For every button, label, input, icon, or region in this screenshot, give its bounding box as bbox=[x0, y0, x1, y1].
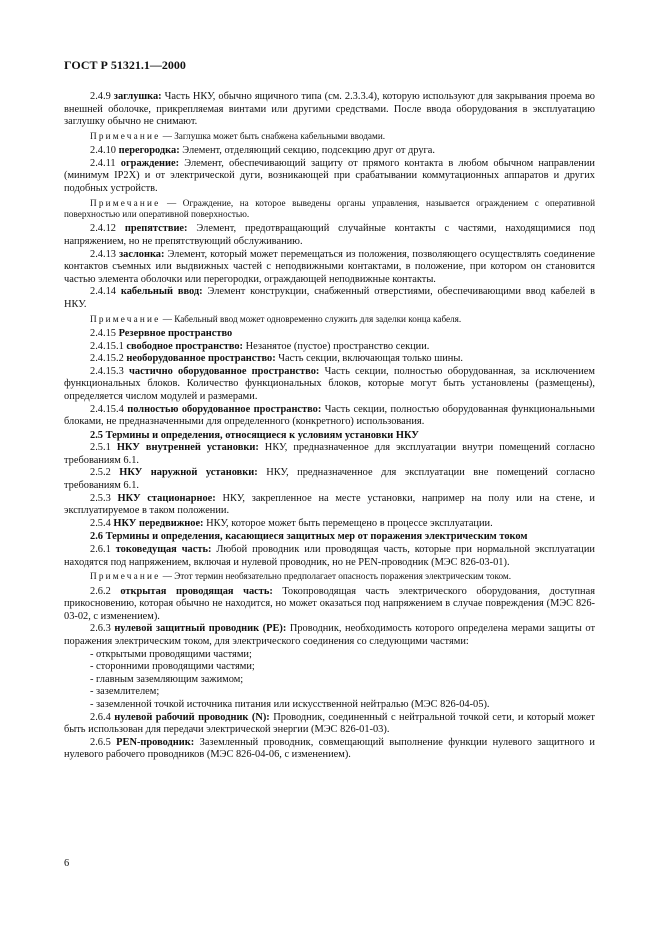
clause-number: 2.5.3 bbox=[90, 492, 111, 504]
note-label: Примечание bbox=[90, 313, 161, 324]
clause-number: 2.4.10 bbox=[90, 145, 116, 157]
clause-term: полностью оборудованное пространство: bbox=[127, 403, 322, 415]
clause-definition: НКУ, предназначенное для эксплуатации вне помещений согласно требованиям 6.1. bbox=[64, 467, 595, 492]
clause-number: 2.4.15.2 bbox=[90, 353, 124, 365]
clause-number: 2.4.15 bbox=[90, 327, 116, 339]
clause-paragraph bbox=[64, 328, 595, 341]
clause-term: нулевой защитный проводник (РЕ): bbox=[114, 623, 287, 635]
section-heading: 2.5 Термины и определения, относящиеся к условиям установки НКУ bbox=[90, 429, 419, 441]
clause-definition: Любой проводник или проводящая часть, которые при нормальной эксплуатации находятся под напряжением, включая и нулевой проводник, но не PEN-проводник (МЭС 826-03-01). bbox=[64, 544, 595, 568]
clause-definition: НКУ, закрепленное на месте установки, например на полу или на стене, и эксплуатируемое в таком положении. bbox=[64, 492, 595, 517]
clause-term: НКУ передвижное: bbox=[113, 517, 204, 529]
clause-definition: НКУ, которое может быть перемещено в процессе эксплуатации. bbox=[203, 517, 493, 529]
document-header: ГОСТ Р 51321.1—2000 bbox=[64, 58, 186, 72]
clause-number: 2.4.11 bbox=[90, 157, 116, 169]
note-label: Примечание bbox=[90, 130, 161, 141]
list-item: - сторонними проводящими частями; bbox=[90, 661, 255, 673]
clause-paragraph bbox=[64, 712, 595, 737]
clause-paragraph bbox=[64, 145, 595, 158]
note-label: Примечание bbox=[90, 197, 161, 208]
clause-term: НКУ стационарное: bbox=[117, 492, 216, 504]
note-paragraph bbox=[64, 131, 595, 142]
clause-number: 2.4.14 bbox=[90, 286, 116, 298]
clause-term: Резервное пространство bbox=[118, 327, 233, 339]
document-body bbox=[64, 91, 595, 762]
clause-number: 2.4.9 bbox=[90, 91, 111, 102]
clause-paragraph bbox=[64, 91, 595, 129]
note-text: — Заглушка может быть снабжена кабельными вводами. bbox=[160, 130, 386, 141]
clause-paragraph bbox=[64, 518, 595, 531]
clause-paragraph bbox=[64, 404, 595, 429]
note-paragraph bbox=[64, 571, 595, 582]
clause-number: 2.5.1 bbox=[90, 442, 111, 454]
clause-paragraph bbox=[64, 442, 595, 467]
clause-definition: Токопроводящая часть электрического оборудования, доступная прикосновению, которая обычно не находится, но может оказаться под напряжением в случае повреждения (МЭС 826-03-02, с изменением). bbox=[64, 585, 595, 622]
clause-number: 2.6.2 bbox=[90, 585, 111, 597]
clause-definition: Заземленный проводник, совмещающий выполнение функции нулевого защитного и нулевого рабочего проводников (МЭС 826-04-06, с изменением). bbox=[64, 736, 595, 761]
clause-term: заслонка: bbox=[118, 248, 165, 260]
clause-term: частично оборудованное пространство: bbox=[129, 365, 320, 377]
clause-term: перегородка: bbox=[118, 145, 180, 157]
clause-term: нулевой рабочий проводник (N): bbox=[114, 711, 270, 723]
clause-number: 2.6.3 bbox=[90, 623, 111, 635]
clause-paragraph bbox=[64, 223, 595, 248]
clause-number: 2.4.15.4 bbox=[90, 403, 124, 415]
clause-definition: Элемент, обеспечивающий защиту от прямого контакта в любом обычном направлении (минимум IP2X) и от электрической дуги, возникающей при срабатывании коммутационных аппаратов и других подобных устройств. bbox=[64, 157, 595, 194]
clause-term: кабельный ввод: bbox=[120, 286, 203, 298]
clause-term: НКУ внутренней установки: bbox=[116, 442, 259, 454]
clause-term: открытая проводящая часть: bbox=[120, 585, 273, 597]
clause-paragraph bbox=[64, 353, 595, 366]
clause-number: 2.5.4 bbox=[90, 517, 111, 529]
list-item: - открытыми проводящими частями; bbox=[90, 648, 252, 660]
section-heading: 2.6 Термины и определения, касающиеся защитных мер от поражения электрическим током bbox=[90, 531, 528, 543]
note-label: Примечание bbox=[90, 571, 161, 582]
clause-paragraph bbox=[64, 286, 595, 311]
clause-definition: Часть НКУ, обычно ящичного типа (см. 2.3.3.4), которую используют для закрывания проема во внешней оболочке, прикрепляемая винтами или другими средствами. После ввода оборудования в эксплуатацию заглушку обычно не снимают. bbox=[64, 91, 595, 128]
clause-term: PEN-проводник: bbox=[116, 736, 195, 748]
clause-paragraph bbox=[64, 544, 595, 569]
clause-number: 2.6.1 bbox=[90, 544, 111, 556]
list-item: - главным заземляющим зажимом; bbox=[90, 673, 244, 685]
clause-paragraph bbox=[64, 366, 595, 404]
clause-paragraph bbox=[64, 467, 595, 492]
clause-definition: НКУ, предназначенное для эксплуатации внутри помещений согласно требованиям 6.1. bbox=[64, 442, 595, 466]
note-paragraph bbox=[64, 198, 595, 221]
clause-term: свободное пространство: bbox=[126, 340, 244, 352]
clause-definition: Часть секции, полностью оборудованная функциональными блоками, не предназначенными для определенного (конкретного) использования. bbox=[64, 403, 595, 428]
clause-number: 2.6.5 bbox=[90, 736, 111, 748]
clause-definition: Элемент, предотвращающий случайные контакты с частями, находящимися под напряжением, но не препятствующий обслуживанию. bbox=[64, 223, 595, 247]
clause-paragraph bbox=[64, 737, 595, 762]
clause-term: НКУ наружной установки: bbox=[119, 467, 258, 479]
list-item: - заземлителем; bbox=[90, 686, 160, 698]
clause-paragraph bbox=[64, 586, 595, 624]
clause-term: заглушка: bbox=[113, 91, 162, 102]
list-item: - заземленной точкой источника питания или искусственной нейтралью (МЭС 826-04-05). bbox=[90, 698, 490, 710]
clause-paragraph bbox=[64, 341, 595, 354]
clause-term: ограждение: bbox=[120, 157, 180, 169]
note-text: — Кабельный ввод может одновременно служить для заделки конца кабеля. bbox=[160, 313, 462, 324]
note-paragraph bbox=[64, 314, 595, 325]
clause-term: токоведущая часть: bbox=[115, 544, 212, 556]
clause-paragraph bbox=[64, 493, 595, 518]
clause-definition: Проводник, соединенный с нейтральной точкой сети, и который может быть использован для передачи электрической энергии (МЭС 826-01-03). bbox=[64, 711, 595, 736]
page-number: 6 bbox=[64, 858, 70, 869]
clause-number: 2.4.15.3 bbox=[90, 365, 124, 377]
clause-number: 2.4.13 bbox=[90, 248, 116, 260]
clause-number: 2.6.4 bbox=[90, 711, 111, 723]
clause-number: 2.4.12 bbox=[90, 223, 116, 235]
clause-definition: Элемент, который может перемещаться из положения, позволяющего осуществлять соединение контактов съемных или выдвижных частей с неподвижными контактами, в положение, при котором он становится частью элемента оболочки или перегородки, ограждающей неподвижные контакты. bbox=[64, 248, 595, 285]
clause-term: препятствие: bbox=[124, 223, 188, 235]
clause-definition: Проводник, необходимость которого определена мерами защиты от поражения электрическим током, для электрического соединения со следующими частями: bbox=[64, 623, 595, 647]
clause-definition: Часть секции, включающая только шины. bbox=[275, 353, 463, 365]
clause-number: 2.5.2 bbox=[90, 467, 111, 479]
clause-definition: Элемент конструкции, снабженный отверстиями, обеспечивающими ввод кабелей в НКУ. bbox=[64, 286, 596, 310]
clause-definition: Незанятое (пустое) пространство секции. bbox=[243, 340, 430, 352]
clause-term: необорудованное пространство: bbox=[126, 353, 276, 365]
clause-definition: Элемент, отделяющий секцию, подсекцию друг от друга. bbox=[179, 145, 435, 157]
clause-paragraph bbox=[64, 249, 595, 287]
clause-paragraph bbox=[64, 623, 595, 648]
note-text: — Этот термин необязательно предполагает опасность поражения электрическим током. bbox=[160, 571, 512, 582]
clause-definition: Часть секции, полностью оборудованная, за исключением функциональных блоков. Количество функциональных блоков, которые могут быть установлены (размещены), определяется числом модулей и размерами. bbox=[64, 365, 595, 402]
note-text: — Ограждение, на которое выведены органы управления, называется ограждением с оперативной поверхностью или оперативной поверхностью. bbox=[64, 197, 595, 219]
clause-paragraph bbox=[64, 158, 595, 196]
clause-number: 2.4.15.1 bbox=[90, 340, 124, 352]
